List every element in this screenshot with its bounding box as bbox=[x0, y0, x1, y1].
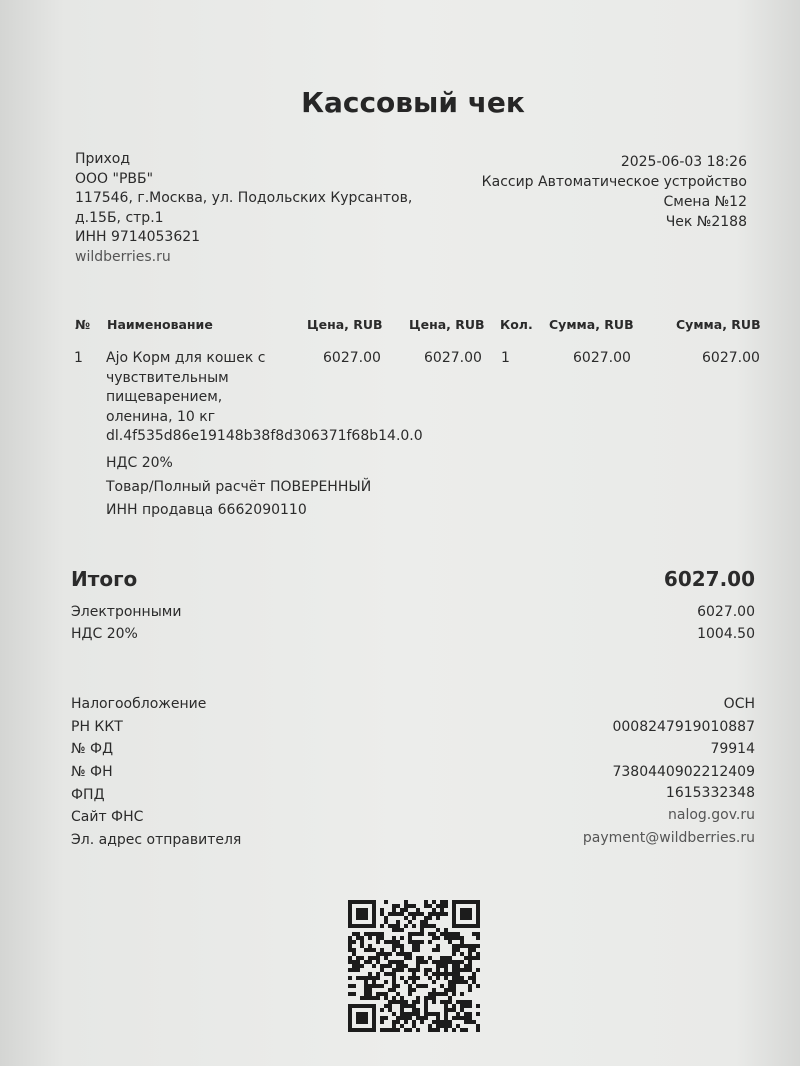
item-sum: 6027.00 bbox=[573, 350, 631, 366]
total-value: 6027.00 bbox=[663, 567, 755, 591]
fd-number-value: 79914 bbox=[710, 741, 755, 757]
address-line-2: д.15Б, стр.1 bbox=[75, 209, 164, 226]
column-header-sum: Сумма, RUB bbox=[549, 317, 634, 332]
receipt-number: Чек №2188 bbox=[665, 214, 747, 230]
fn-number-label: № ФН bbox=[71, 764, 113, 780]
fpd-value: 1615332348 bbox=[665, 785, 755, 801]
taxation-label: Налогообложение bbox=[71, 696, 207, 712]
receipt-meta bbox=[482, 152, 747, 232]
company-website: wildberries.ru bbox=[75, 248, 171, 265]
item-name-line: чувствительным bbox=[106, 369, 229, 386]
column-header-price-2: Цена, RUB bbox=[409, 317, 485, 332]
vat-total-label: НДС 20% bbox=[71, 626, 138, 642]
address-line-1: 117546, г.Москва, ул. Подольских Курсантов, bbox=[75, 190, 413, 207]
item-sum-2: 6027.00 bbox=[702, 350, 760, 366]
company-inn: ИНН 9714053621 bbox=[75, 229, 201, 246]
qr-code-icon bbox=[348, 900, 480, 1032]
receipt-title: Кассовый чек bbox=[301, 86, 525, 119]
sender-email-label: Эл. адрес отправителя bbox=[71, 832, 242, 848]
column-header-price: Цена, RUB bbox=[307, 317, 383, 332]
item-name-line: Ajo Корм для кошек с bbox=[106, 350, 266, 366]
electronic-payment-value: 6027.00 bbox=[697, 604, 755, 620]
column-header-number: № bbox=[75, 317, 91, 332]
column-header-name: Наименование bbox=[107, 317, 213, 332]
kkt-reg-value: 0008247919010887 bbox=[612, 719, 755, 735]
item-name-line: пищеварением, bbox=[106, 389, 223, 405]
item-code: dl.4f535d86e19148b38f8d306371f68b14.0.0 bbox=[106, 428, 423, 444]
item-price-2: 6027.00 bbox=[424, 350, 482, 366]
sender-email-value: payment@wildberries.ru bbox=[582, 830, 755, 846]
fns-site-label: Сайт ФНС bbox=[71, 809, 144, 825]
kkt-reg-label: РН ККТ bbox=[71, 719, 123, 735]
item-number: 1 bbox=[74, 350, 83, 366]
seller-info bbox=[75, 150, 412, 268]
receipt-datetime: 2025-06-03 18:26 bbox=[620, 154, 747, 170]
fn-number-value: 7380440902212409 bbox=[612, 764, 755, 780]
electronic-payment-label: Электронными bbox=[71, 604, 182, 620]
column-header-qty: Кол. bbox=[500, 317, 533, 332]
fpd-label: ФПД bbox=[71, 787, 105, 803]
total-label: Итого bbox=[71, 567, 138, 591]
item-payment-type: Товар/Полный расчёт ПОВЕРЕННЫЙ bbox=[106, 479, 372, 495]
item-vat: НДС 20% bbox=[106, 455, 173, 471]
item-price: 6027.00 bbox=[323, 350, 381, 366]
company-name: ООО "РВБ" bbox=[75, 170, 154, 187]
fd-number-label: № ФД bbox=[71, 741, 113, 757]
operation-type: Приход bbox=[75, 151, 131, 167]
fns-site-value: nalog.gov.ru bbox=[668, 807, 755, 823]
item-name-line: оленина, 10 кг bbox=[106, 408, 216, 425]
item-qty: 1 bbox=[501, 350, 510, 366]
taxation-value: ОСН bbox=[723, 696, 755, 712]
shift-number: Смена №12 bbox=[663, 194, 747, 210]
item-seller-inn: ИНН продавца 6662090110 bbox=[106, 502, 307, 518]
column-header-sum-2: Сумма, RUB bbox=[676, 317, 761, 332]
cashier: Кассир Автоматическое устройство bbox=[481, 174, 747, 190]
vat-total-value: 1004.50 bbox=[697, 626, 755, 642]
